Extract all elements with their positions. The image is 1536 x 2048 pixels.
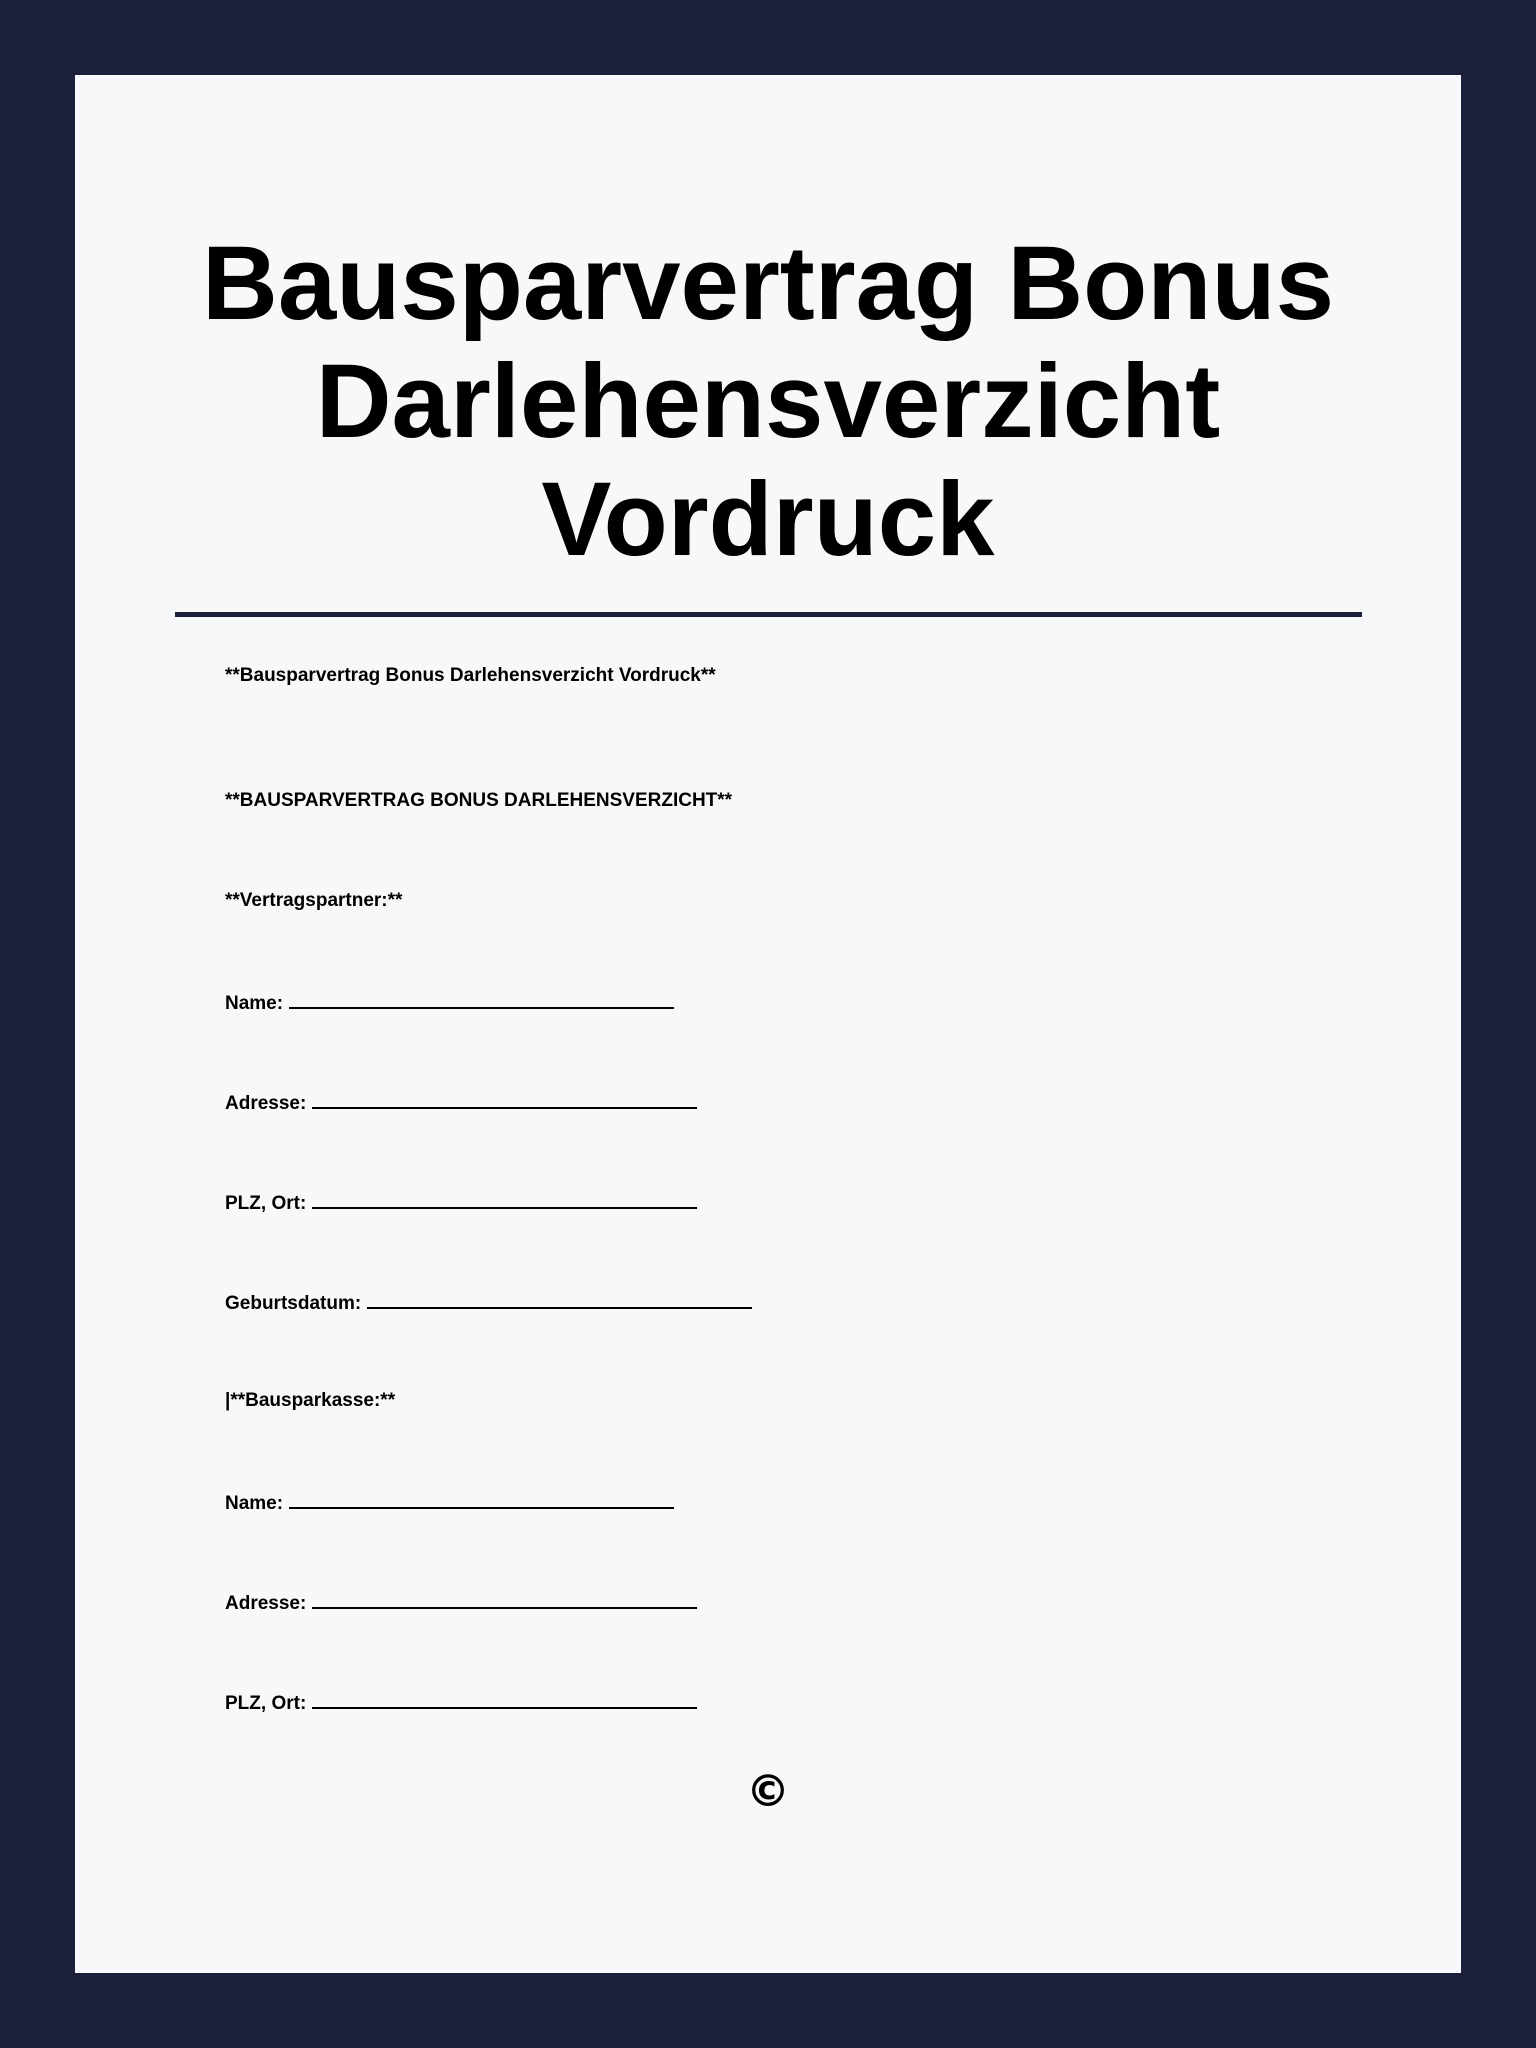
field-label: Name:	[225, 1493, 284, 1514]
party-name-field[interactable]	[225, 989, 674, 1016]
document-page	[75, 75, 1461, 1973]
blank-line[interactable]	[312, 1189, 697, 1209]
document-title	[75, 225, 1461, 579]
bank-name-field[interactable]	[225, 1489, 674, 1516]
blank-line[interactable]	[312, 1589, 697, 1609]
bank-postcode-city-field[interactable]	[225, 1689, 697, 1716]
copyright-icon: ©	[746, 1766, 790, 1817]
party-section-label: **Vertragspartner:**	[225, 890, 403, 911]
field-label: PLZ, Ort:	[225, 1193, 307, 1214]
blank-line[interactable]	[312, 1089, 697, 1109]
section-title: **BAUSPARVERTRAG BONUS DARLEHENSVERZICHT**	[225, 790, 733, 811]
party-birthdate-field[interactable]	[225, 1289, 752, 1316]
title-divider	[175, 612, 1362, 617]
field-label: Geburtsdatum:	[225, 1293, 362, 1314]
blank-line[interactable]	[289, 1489, 674, 1509]
title-line-2: Darlehensverzicht	[315, 343, 1221, 460]
title-line-3: Vordruck	[541, 461, 995, 578]
bank-section-label: |**Bausparkasse:**	[225, 1390, 396, 1411]
field-label: Adresse:	[225, 1093, 307, 1114]
blank-line[interactable]	[312, 1689, 697, 1709]
bank-address-field[interactable]	[225, 1589, 697, 1616]
form-heading: **Bausparvertrag Bonus Darlehensverzicht Vordruck**	[225, 665, 716, 686]
field-label: Name:	[225, 993, 284, 1014]
party-address-field[interactable]	[225, 1089, 697, 1116]
field-label: Adresse:	[225, 1593, 307, 1614]
blank-line[interactable]	[289, 989, 674, 1009]
field-label: PLZ, Ort:	[225, 1693, 307, 1714]
blank-line[interactable]	[367, 1289, 752, 1309]
title-line-1: Bausparvertrag Bonus	[202, 225, 1334, 342]
party-postcode-city-field[interactable]	[225, 1189, 697, 1216]
